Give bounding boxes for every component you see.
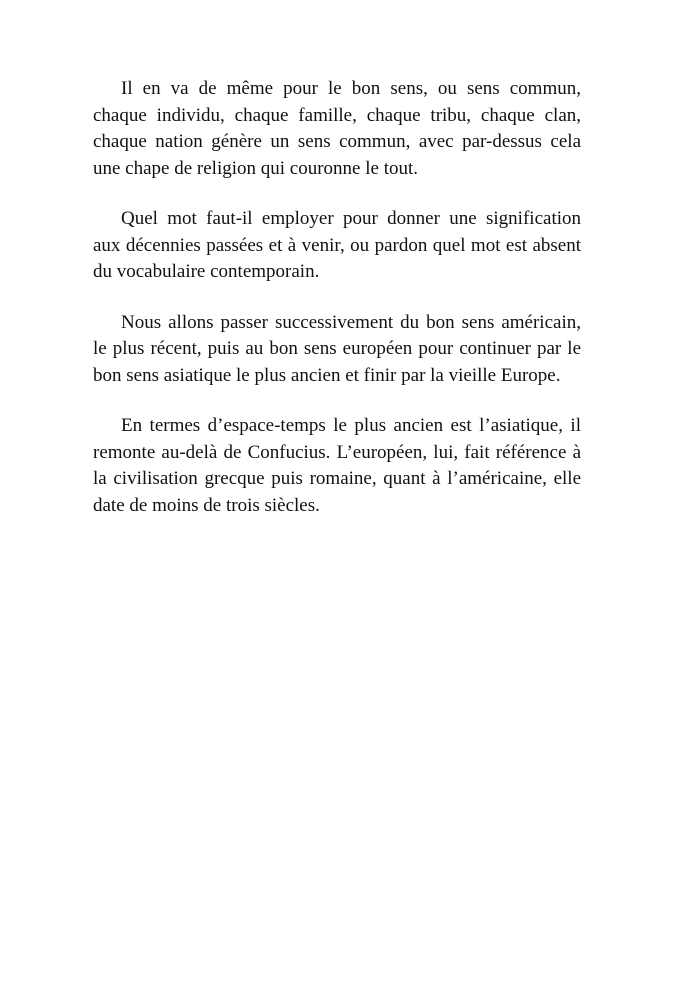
paragraph-1: Il en va de même pour le bon sens, ou sens commun, chaque individu, chaque famille, chaque tribu, chaque clan, chaque nation génère un sens commun, avec par-dessus cela une chape de religion qui couronne le tout. [93,78,581,179]
body-text [93,76,581,543]
paragraph-3: Nous allons passer successivement du bon sens américain, le plus récent, puis au bon sens européen pour continuer par le bon sens asiatique le plus ancien et finir par la vieille Europe. [93,311,581,386]
paragraph-2: Quel mot faut-il employer pour donner une signification aux décennies passées et à venir, ou pardon quel mot est absent du vocabulaire contemporain. [93,208,581,282]
paragraph-4: En termes d’espace-temps le plus ancien est l’asiatique, il remonte au-delà de Confucius. L’européen, lui, fait référence à la civilisation grecque puis romaine, quant à l’américaine, elle date de moins de trois siècles. [93,415,581,516]
